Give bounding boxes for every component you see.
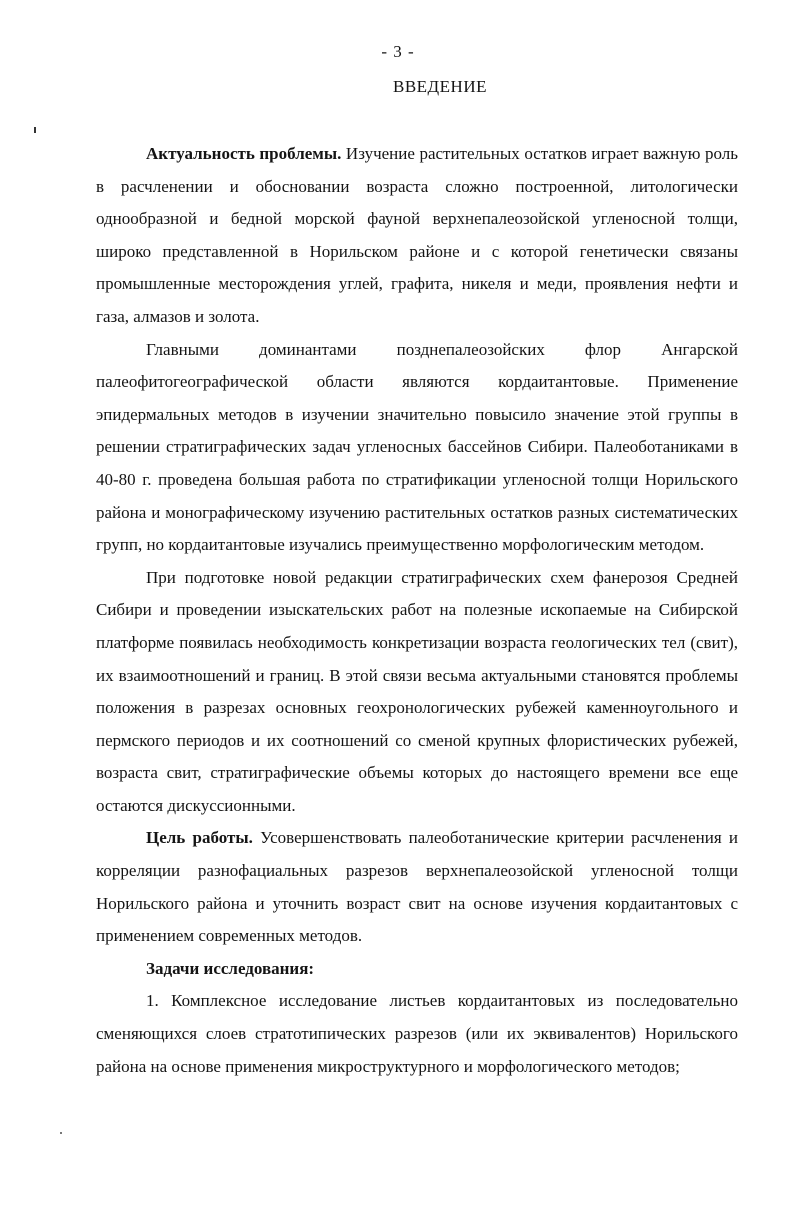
paragraph-goal [96, 822, 738, 952]
paragraph-dominants: Главными доминантами позднепалеозойских флор Ангарской палеофитогеографической области являются кордаитантовые. Применение эпидермальных методов в изучении значительно повысило значение этой группы в решении стратиграфических задач угленосных бассейнов Сибири. Палеоботаниками в 40-80 г. проведена большая работа по стратификации угленосной толщи Норильского района и монографическому изучению растительных остатков разных систематических групп, но кордаитантовые изучались преимущественно морфологическим методом. [96, 339, 738, 555]
paragraph-lead: Актуальность проблемы. [146, 144, 342, 163]
paragraph-lead: Цель работы. [146, 828, 253, 848]
section-title: ВВЕДЕНИЕ [393, 77, 487, 96]
scan-dot [60, 1132, 62, 1134]
scan-mark [34, 127, 36, 133]
task-item-1: 1. Комплексное исследование листьев кордаитантовых из последовательно сменяющихся слоев стратотипических разрезов (или их эквивалентов) Норильского района на основе применения микроструктурного и морфологического методов; [96, 991, 738, 1076]
body-text [96, 138, 738, 1083]
tasks-heading: Задачи исследования: [146, 958, 315, 978]
page-number: - 3 - [381, 42, 415, 61]
paragraph-schemes: При подготовке новой редакции стратиграфических схем фанерозоя Средней Сибири и проведении изыскательских работ на полезные ископаемые на Сибирской платформе появилась необходимость конкретизации возраста геологических тел (свит), их взаимоотношений и границ. В этой связи весьма актуальными становятся проблемы положения в разрезах основных геохронологических рубежей каменноугольного и пермского периодов и их соотношений со сменой крупных флористических рубежей, возраста свит, стратиграфические объемы которых до настоящего времени все еще остаются дискуссионными. [96, 567, 738, 815]
paragraph-text: Усовершенствовать палеоботанические критерии расчленения и корреляции разнофациальных разрезов верхнепалеозойской угленосной толщи Норильского района и уточнить возраст свит на основе изучения кордаитантовых с применением современных методов. [96, 828, 738, 946]
paragraph-text: Изучение растительных остатков играет важную роль в расчленении и обосновании возраста сложно построенной, литологически однообразной и бедной морской фауной верхнепалеозойской угленосной толщи, широко представленной в Норильском районе и с которой генетически связаны промышленные месторождения углей, графита, никеля и меди, проявления нефти и газа, алмазов и золота. [96, 144, 738, 326]
paragraph-relevance [96, 138, 738, 334]
